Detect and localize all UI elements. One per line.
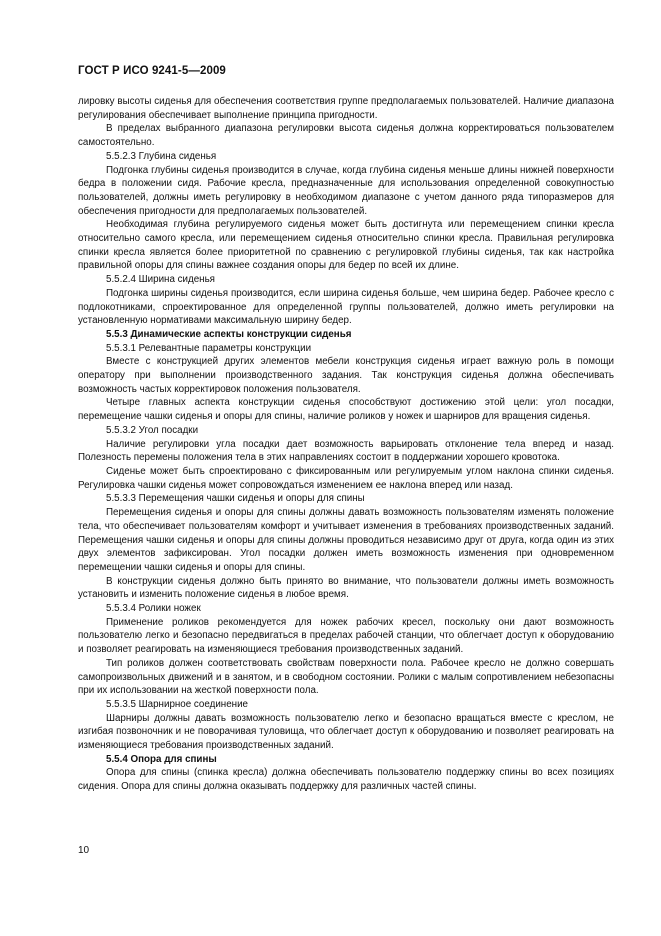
paragraph: Тип роликов должен соответствовать свойствам поверхности пола. Рабочее кресло не должно совершать самопроизвольных движений и в занятом, и в свободном состоянии. Ролики с малым сопротивлением небезопасны при их использовании на жесткой поверхности пола. — [78, 657, 614, 697]
paragraph: В пределах выбранного диапазона регулировки высота сиденья должна корректироваться пользователем самостоятельно. — [78, 123, 614, 149]
section-heading: 5.5.3 Динамические аспекты конструкции сиденья — [106, 328, 352, 340]
paragraph: лировку высоты сиденья для обеспечения соответствия группе предполагаемых пользователей. Наличие диапазона регулирования обеспечивает выполнение принципа пригодности. — [78, 96, 614, 121]
document-body — [78, 95, 614, 794]
paragraph: Шарниры должны давать возможность пользователю легко и безопасно вращаться вместе с креслом, не изгибая позвоночник и не поворачивая туловища, что облегчает доступ к оборудованию и позволяет реагировать на изменяющиеся требования производственных заданий. — [78, 712, 614, 752]
document-header: ГОСТ Р ИСО 9241-5—2009 — [78, 65, 226, 77]
subsection-heading: 5.5.3.5 Шарнирное соединение — [106, 698, 248, 710]
section-heading: 5.5.4 Опора для спины — [106, 753, 217, 765]
paragraph: В конструкции сиденья должно быть принято во внимание, что пользователи должны иметь возможность установить и изменить положение сиденья в любое время. — [78, 575, 614, 601]
subsection-heading: 5.5.3.4 Ролики ножек — [106, 603, 201, 615]
paragraph: Подгонка ширины сиденья производится, если ширина сиденья больше, чем ширина бедер. Рабочее кресло с подлокотниками, спроектированное для определенной группы пользователей, должно иметь регулировки на установленную нормативами максимальную ширину бедер. — [78, 287, 614, 327]
subsection-heading: 5.5.3.3 Перемещения чашки сиденья и опоры для спины — [106, 493, 365, 505]
subsection-heading: 5.5.2.3 Глубина сиденья — [106, 150, 217, 162]
paragraph: Перемещения сиденья и опоры для спины должны давать возможность пользователям изменять положение тела, что обеспечивает пользователям комфорт и учитывает изменения в требованиях производственных заданий. Перемещения чашки сиденья и опоры для спины должны проводиться независимо друг от друга, когда один из этих двух элементов зафиксирован. Угол посадки должен иметь возможность изменения при одновременном перемещении чашки сиденья и опоры для спины. — [78, 507, 614, 573]
subsection-heading: 5.5.3.2 Угол посадки — [106, 424, 199, 436]
subsection-heading: 5.5.3.1 Релевантные параметры конструкции — [106, 342, 312, 354]
paragraph: Опора для спины (спинка кресла) должна обеспечивать пользователю поддержку спины во всех позициях сидения. Опора для спины должна оказывать поддержку для различных частей спины. — [78, 767, 614, 793]
paragraph: Наличие регулировки угла посадки дает возможность варьировать отклонение тела вперед и назад. Полезность перемены положения тела в этих направлениях состоит в поддержании хорошего кровотока. — [78, 438, 614, 464]
page-number: 10 — [78, 845, 90, 856]
paragraph: Четыре главных аспекта конструкции сиденья способствуют достижению этой цели: угол посадки, перемещение чашки сиденья и опоры для спины, наличие роликов у ножек и шарниров для вращения сиденья. — [78, 397, 614, 423]
paragraph: Вместе с конструкцией других элементов мебели конструкция сиденья играет важную роль в помощи оператору при выполнении производственного задания. Так конструкция сиденья должна обеспечивать возможность частых корректировок положения пользователя. — [78, 356, 614, 395]
paragraph: Подгонка глубины сиденья производится в случае, когда глубина сиденья меньше длины нижней поверхности бедра в положении сидя. Рабочие кресла, предназначенные для использования определенной совокупностью пользователей, должны иметь регулировку в необходимом диапазоне с учетом данного ряда типоразмеров для обеспечения пригодности для предполагаемых пользователей. — [78, 164, 614, 217]
paragraph: Сиденье может быть спроектировано с фиксированным или регулируемым углом наклона спинки сиденья. Регулировка чашки сиденья может сопровождаться изменением ее наклона вперед или назад. — [78, 465, 614, 491]
subsection-heading: 5.5.2.4 Ширина сиденья — [106, 274, 215, 286]
paragraph: Применение роликов рекомендуется для ножек рабочих кресел, поскольку они дают возможность пользователю легко и безопасно передвигаться в пределах рабочей станции, что облегчает доступ к оборудованию и позволяет реагировать на изменяющиеся требования производственных заданий. — [78, 616, 614, 656]
paragraph: Необходимая глубина регулируемого сиденья может быть достигнута или перемещением спинки кресла относительно самого кресла, или перемещением сиденья относительно спинки кресла. Правильная регулировка спинки кресла является более приоритетной по сравнению с регулировкой глубины сиденья, так как настройка правильной опоры для спины важнее создания опоры для бедер по всей их длине. — [78, 219, 614, 272]
